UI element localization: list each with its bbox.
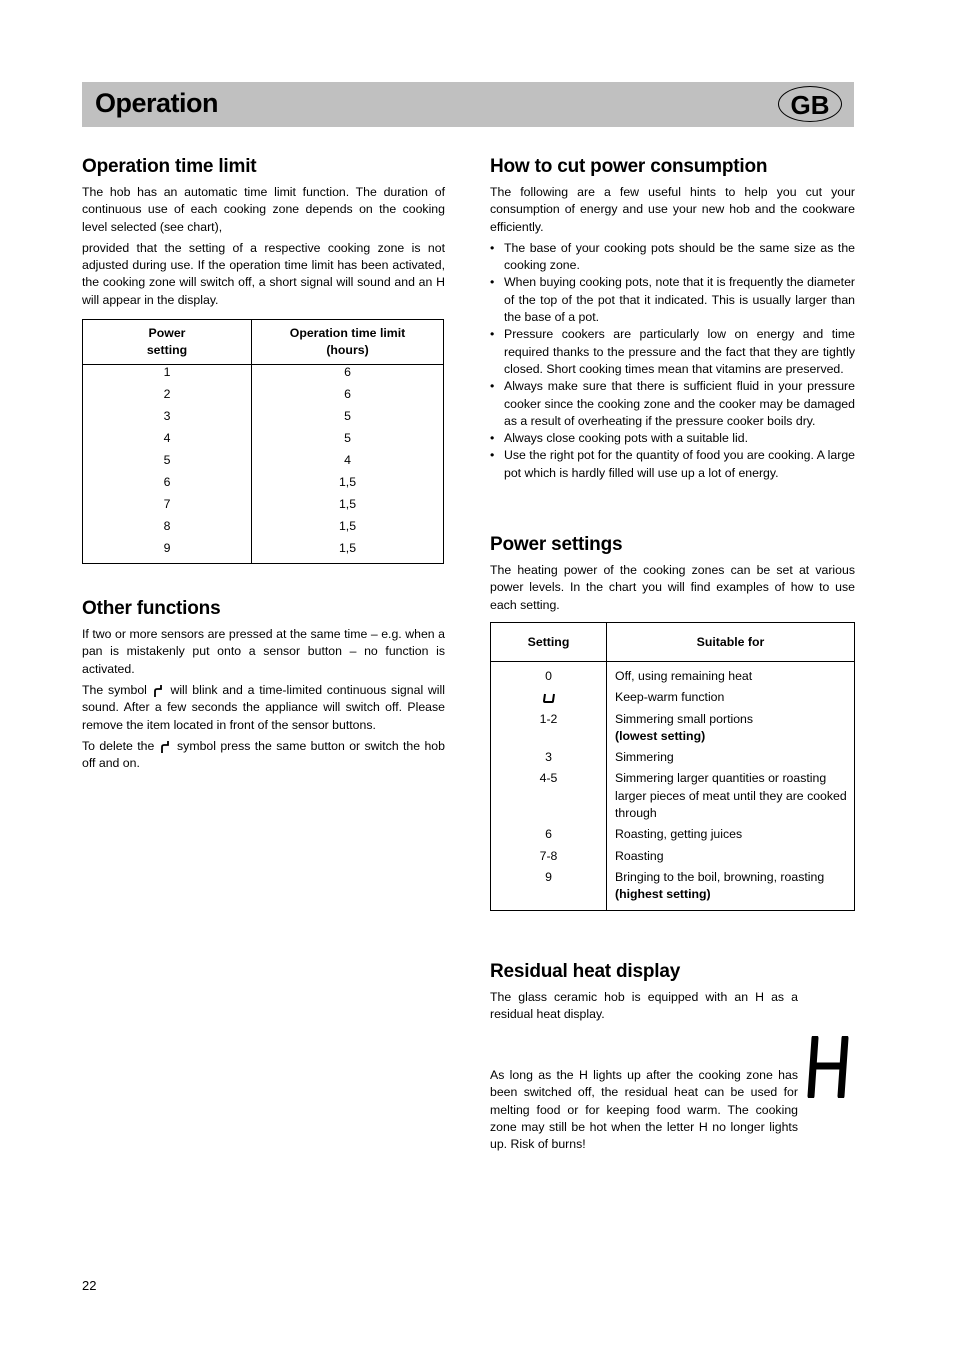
use-text: Roasting [615, 848, 664, 863]
text-span: The symbol [82, 682, 147, 697]
suitable-for-cell [607, 824, 855, 845]
col-header-setting: Setting [491, 622, 607, 661]
power-setting-cell: 4 [83, 431, 252, 453]
table-row [491, 747, 855, 768]
use-text: Off, using remaining heat [615, 668, 753, 683]
operation-time-paragraph-1: The hob has an automatic time limit function. The duration of continuous use of each cooking zone depends on the cooking level selected (see chart), [82, 185, 445, 234]
power-setting-cell: 3 [83, 409, 252, 431]
operation-time-paragraph-2: provided that the setting of a respective cooking zone is not adjusted during use. If the operation time limit has been activated, the cooking zone will switch off, a short signal will sound and an H will appear in the display. [82, 240, 445, 307]
cut-power-list [490, 240, 855, 482]
power-settings-intro: The heating power of the cooking zones can be set at various power levels. In the chart you will find examples of how to use each setting. [490, 563, 855, 612]
operation-hours-cell: 6 [252, 365, 444, 388]
power-settings-table [490, 622, 855, 911]
power-settings-heading: Power settings [490, 534, 623, 556]
setting-cell: 1-2 [491, 709, 607, 748]
power-setting-cell: 5 [83, 453, 252, 475]
other-functions-heading: Other functions [82, 598, 221, 620]
operation-hours-cell: 6 [252, 387, 444, 409]
setting-cell [491, 687, 607, 708]
operation-time-table-body [83, 365, 444, 564]
text-span: will blink and a time-limited continuous signal will sound. After a few seconds the appliance will switch off. Please remove the item located in front of the sensor buttons. [82, 682, 446, 732]
operation-hours-cell: 1,5 [252, 519, 444, 541]
table-row [491, 867, 855, 910]
operation-hours-cell: 1,5 [252, 497, 444, 519]
use-text: Keep-warm function [615, 690, 725, 705]
other-functions-paragraph-3 [82, 738, 445, 773]
residual-heat-paragraph-1: The glass ceramic hob is equipped with an H as a residual heat display. [490, 989, 798, 1021]
table-row [83, 475, 444, 497]
col-header-power-setting [83, 320, 252, 365]
page-number: 22 [82, 1278, 97, 1293]
setting-cell: 3 [491, 747, 607, 768]
power-setting-cell: 7 [83, 497, 252, 519]
power-setting-cell: 1 [83, 365, 252, 388]
col-header-operation-time [252, 320, 444, 365]
table-row [491, 768, 855, 824]
table-row [83, 519, 444, 541]
setting-cell: 6 [491, 824, 607, 845]
suitable-for-cell [607, 768, 855, 824]
table-row [83, 541, 444, 564]
list-item: • The base of your cooking pots should be the same size as the cooking zone. [490, 240, 855, 275]
table-row [83, 387, 444, 409]
text-span: symbol press the same button or switch the hob off and on. [82, 738, 445, 771]
operation-hours-cell: 1,5 [252, 475, 444, 497]
suitable-for-cell [607, 846, 855, 867]
keep-warm-icon [542, 692, 556, 704]
col-header-line: setting [146, 343, 188, 358]
setting-note: (highest setting) [615, 887, 711, 902]
operation-hours-cell: 5 [252, 409, 444, 431]
right-column [490, 156, 855, 1027]
setting-cell: 9 [491, 867, 607, 910]
header-banner [82, 82, 854, 127]
suitable-for-cell [607, 661, 855, 687]
cut-power-intro: The following are a few useful hints to help you cut your consumption of energy and use your new hob and the cookware efficiently. [490, 185, 855, 234]
use-text: Simmering larger quantities or roasting larger pieces of meat until they are cooked through [615, 771, 847, 821]
cut-power-heading: How to cut power consumption [490, 156, 768, 177]
list-item: • Always close cooking pots with a suitable lid. [490, 430, 855, 447]
other-functions-paragraph-1: If two or more sensors are pressed at the same time – e.g. when a pan is mistakenly put onto a sensor button – no function is activated. [82, 627, 445, 676]
list-item: • Use the right pot for the quantity of food you are cooking. A large pot which is hardly filled will use up a lot of energy. [490, 447, 855, 482]
operation-hours-cell: 1,5 [252, 541, 444, 564]
table-row [83, 409, 444, 431]
text-span: To delete the [82, 738, 155, 753]
suitable-for-cell [607, 687, 855, 708]
residual-heat-h-icon [807, 1036, 849, 1098]
residual-heat-heading: Residual heat display [490, 960, 681, 982]
table-row [491, 709, 855, 748]
table-row [491, 661, 855, 687]
use-text: Simmering [615, 750, 674, 765]
table-row [83, 497, 444, 519]
table-row [491, 846, 855, 867]
other-functions-paragraph-2 [82, 682, 445, 734]
suitable-for-cell [607, 747, 855, 768]
power-setting-cell: 6 [83, 475, 252, 497]
suitable-for-cell [607, 709, 855, 748]
power-setting-cell: 2 [83, 387, 252, 409]
use-text: Simmering small portions [615, 711, 754, 726]
list-item: • When buying cooking pots, note that it is frequently the diameter of the top of the pot that it indicated. This is usually larger than the base of a pot. [490, 274, 855, 326]
operation-time-table [82, 319, 444, 564]
lock-symbol-icon [159, 740, 173, 754]
table-row [491, 824, 855, 845]
left-column [82, 156, 445, 776]
use-text: Roasting, getting juices [615, 827, 743, 842]
page-title: Operation [95, 88, 219, 118]
operation-time-heading: Operation time limit [82, 156, 257, 177]
setting-cell: 0 [491, 661, 607, 687]
table-row [491, 687, 855, 708]
col-header-line: Power [148, 326, 186, 341]
setting-cell: 7-8 [491, 846, 607, 867]
power-setting-cell: 8 [83, 519, 252, 541]
setting-cell: 4-5 [491, 768, 607, 824]
operation-hours-cell: 5 [252, 431, 444, 453]
power-setting-cell: 9 [83, 541, 252, 564]
suitable-for-cell [607, 867, 855, 910]
col-header-line: Operation time limit [289, 326, 406, 341]
residual-heat-paragraph-2 [490, 1067, 855, 1153]
table-row [83, 365, 444, 388]
list-item: • Pressure cookers are particularly low on energy and time required thanks to the pressure and the fact that they are tightly closed. Short cooking times mean that vitamins are preserved. [490, 326, 855, 378]
language-badge: GB [778, 86, 842, 122]
text-span: As long as the H lights up after the cooking zone has been switched off, the residual heat can be used for melting food or for keeping food warm. The cooking zone may still be hot when the letter H no longer lights up. Risk of burns! [490, 1068, 798, 1152]
use-text: Bringing to the boil, browning, roasting [615, 869, 825, 884]
col-header-line: (hours) [326, 343, 369, 358]
operation-hours-cell: 4 [252, 453, 444, 475]
power-settings-table-body [491, 661, 855, 910]
list-item: • Always make sure that there is sufficient fluid in your pressure cooker since the cooking zone and the cooker may be damaged as a result of overheating if the pressure cooker boils dry. [490, 378, 855, 430]
col-header-suitable-for: Suitable for [607, 622, 855, 661]
lock-symbol-icon [152, 684, 166, 698]
setting-note: (lowest setting) [615, 728, 706, 743]
table-row [83, 431, 444, 453]
table-row [83, 453, 444, 475]
